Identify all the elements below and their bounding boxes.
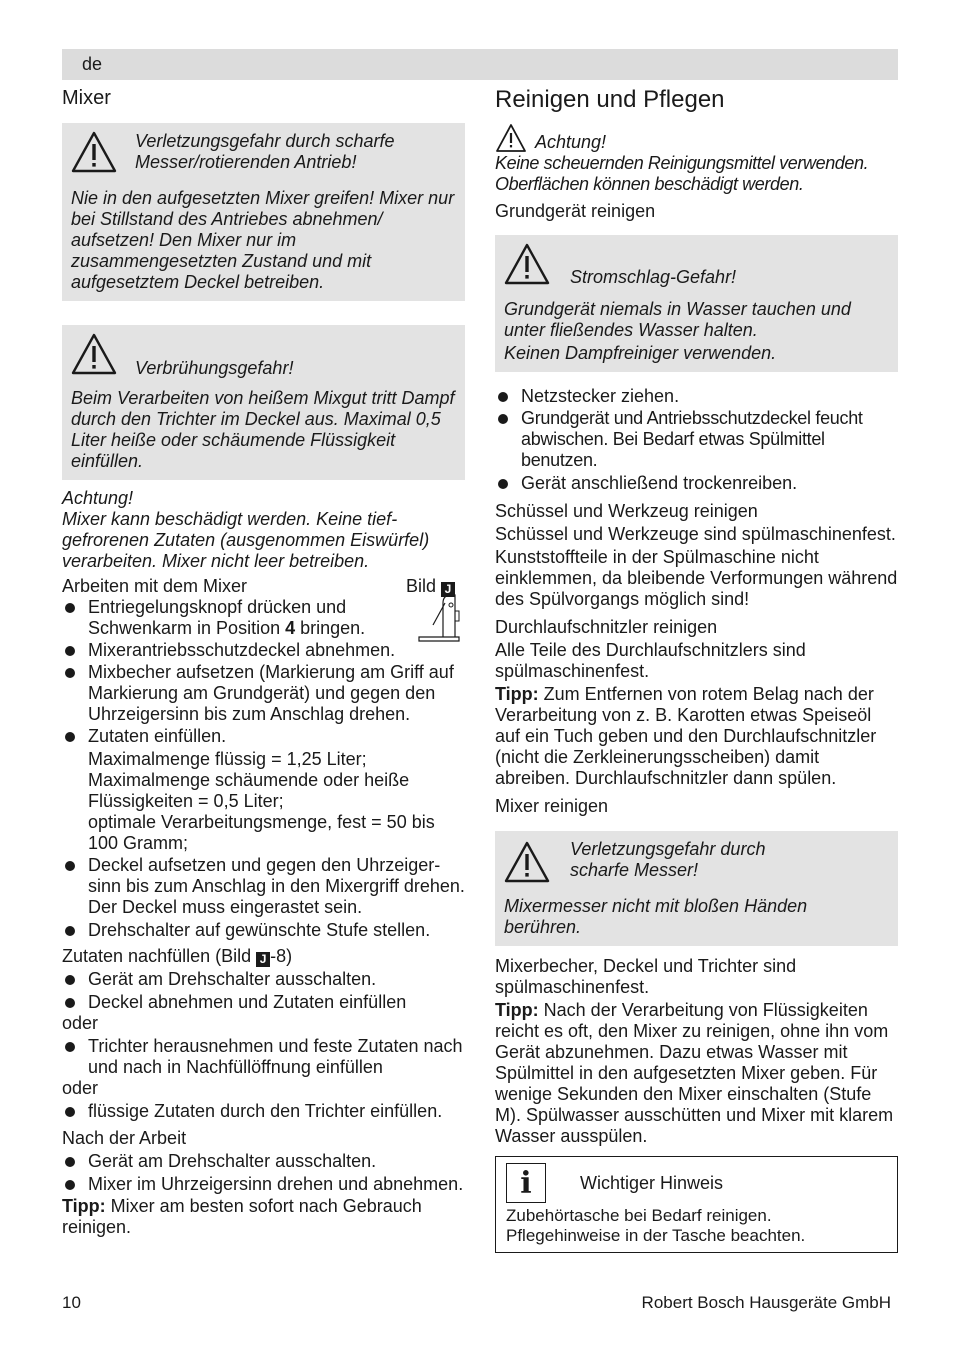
list-item: Gerät am Drehschalter ausschalten. [62, 969, 465, 990]
arbeiten-list [62, 597, 465, 941]
list-item: flüssige Zutaten durch den Trichter einfüllen. [62, 1101, 465, 1122]
warning-box-blades [495, 831, 898, 946]
warning-triangle-icon [504, 243, 550, 290]
tip-label: Tipp: [495, 684, 539, 704]
tip-paragraph: Tipp: Nach der Verarbeitung von Flüssigkeiten reicht es oft, den Mixer zu reinigen, ohne ihn vom Gerät abzunehmen. Dazu etwas Wasser mit Spülmittel in den aufgesetzten Mixer geben. Für wenige Sekunden den Mixer einschalten (Stufe M). Spülwasser ausschütten und Mixer mit klarem Wasser ausspülen. [495, 1000, 894, 1146]
subsection-title-grundgeraet: Grundgerät reinigen [495, 201, 656, 221]
nach-der-arbeit-list [62, 1151, 465, 1195]
list-item: Zutaten einfüllen. Maximalmenge flüssig = 1,25 Liter; Maximalmenge schäumende oder heiße Flüssigkeiten = 0,5 Liter; optimale Verarbeitungsmenge, fest = 50 bis 100 Gramm; [62, 726, 465, 854]
grundgeraet-list [495, 386, 898, 494]
caution-title: Achtung! [62, 488, 134, 508]
list-item: Netzstecker ziehen. [495, 386, 898, 407]
figure-label: Bild [405, 576, 436, 596]
list-item: Gerät anschließend trockenreiben. [495, 473, 898, 494]
note-line: Pflegehinweise in der Tasche beachten. [506, 1226, 806, 1245]
warning-body: Beim Verarbeiten von heißem Mixgut tritt Dampf durch den Trichter im Deckel aus. Maximal 0,5 Liter heiße oder schäumende Flüssigkeit einfüllen. [71, 388, 455, 471]
note-title: Wichtiger Hinweis [580, 1172, 724, 1193]
left-column [62, 86, 465, 1238]
warning-body: Nie in den aufgesetzten Mixer greifen! Mixer nur bei Stillstand des Antriebes abnehmen/ aufsetzen! Den Mixer nur im zusammengesetzten Zustand und mit aufgesetztem Deckel betreiben. [71, 188, 455, 292]
caution-title: Achtung! [535, 132, 607, 152]
subsection-title-nach-der-arbeit: Nach der Arbeit [62, 1128, 187, 1148]
warning-box-electric [495, 235, 898, 372]
oder-text: oder [62, 1013, 99, 1033]
paragraph: Kunststoffteile in der Spülmaschine nicht einklemmen, da bleibende Verformungen während des Spülvorgangs möglich sind! [495, 547, 898, 609]
important-note-box [495, 1156, 898, 1253]
section-title-reinigen: Reinigen und Pflegen [495, 86, 725, 113]
warning-triangle-icon [71, 333, 117, 380]
language-bar [62, 49, 898, 80]
note-line: Zubehörtasche bei Bedarf reinigen. [506, 1206, 772, 1225]
list-item: Entriegelungsknopf drücken und Schwenkarm in Position 4 bringen. [62, 597, 465, 639]
oder-text: oder [62, 1078, 99, 1098]
caution-body: Mixer kann beschädigt werden. Keine tiefgefrorenen Zutaten (ausgenommen Eiswürfel) verarbeiten. Mixer nicht leer betreiben. [62, 509, 430, 571]
warning-body: Mixermesser nicht mit bloßen Händen berühren. [504, 896, 808, 937]
warning-triangle-icon [71, 131, 117, 178]
list-item: Mixer im Uhrzeigersinn drehen und abnehmen. [62, 1174, 465, 1195]
paragraph: Mixerbecher, Deckel und Trichter sind spülmaschinenfest. [495, 956, 797, 997]
figure-letter-badge: J [256, 952, 270, 967]
subsection-title-nachfuellen: Zutaten nachfüllen (Bild J -8) [62, 946, 293, 966]
paragraph: Schüssel und Werkzeuge sind spülmaschinenfest. [495, 524, 896, 544]
subsection-header-arbeiten [62, 576, 465, 597]
list-item: Deckel abnehmen und Zutaten einfüllen [62, 992, 465, 1013]
list-item: Gerät am Drehschalter ausschalten. [62, 1151, 465, 1172]
page-number: 10 [62, 1293, 81, 1312]
tip-paragraph: Tipp: Mixer am besten sofort nach Gebrauch reinigen. [62, 1196, 422, 1237]
list-item: Deckel aufsetzen und gegen den Uhrzeigersinn bis zum Anschlag in den Mixergriff drehen. Der Deckel muss eingerastet sein. [62, 855, 465, 918]
warning-box-injury [62, 123, 465, 301]
subsection-title-durchlauf: Durchlaufschnitzler reinigen [495, 617, 718, 637]
figure-letter-badge: J [441, 582, 455, 597]
list-item: Mixbecher aufsetzen (Markierung am Griff auf Markierung am Grundgerät) und gegen den Uhrzeigersinn bis zum Anschlag drehen. [62, 662, 465, 725]
language-code: de [82, 54, 103, 74]
subsection-title-schuessel: Schüssel und Werkzeug reinigen [495, 501, 758, 521]
tip-label: Tipp: [495, 1000, 539, 1020]
tip-paragraph: Tipp: Zum Entfernen von rotem Belag nach der Verarbeitung von z. B. Karotten etwas Speiseöl auf ein Tuch geben und den Durchlaufschnitzler (nicht die Zerkleinerungsscheiben) damit abreiben. Durchlaufschnitzler dann spülen. [495, 684, 877, 788]
list-item: Grundgerät und Antriebsschutzdeckel feucht abwischen. Bei Bedarf etwas Spülmittel benutzen. [495, 408, 898, 471]
position-number: 4 [285, 618, 296, 638]
right-column [495, 86, 898, 1253]
warning-box-scald [62, 325, 465, 480]
warning-heading: Verletzungsgefahr durch scharfe Messer/rotierenden Antrieb! [135, 131, 395, 172]
warning-triangle-icon [495, 123, 527, 153]
warning-heading: Verletzungsgefahr durch scharfe Messer! [570, 839, 766, 880]
nachfuellen-list [62, 969, 465, 1013]
nachfuellen-list-2 [62, 1036, 465, 1078]
subsection-title: Arbeiten mit dem Mixer [62, 576, 248, 596]
list-item: Trichter herausnehmen und feste Zutaten nach und nach in Nachfüllöffnung einfüllen [62, 1036, 465, 1078]
caution-body: Keine scheuernden Reinigungsmittel verwenden. Oberflächen können beschädigt werden. [495, 153, 869, 194]
arbeiten-list-wrap [62, 597, 465, 941]
warning-body: Keinen Dampfreiniger verwenden. [504, 343, 777, 363]
list-item: Drehschalter auf gewünschte Stufe stellen. [62, 920, 465, 941]
paragraph: Alle Teile des Durchlaufschnitzlers sind spülmaschinenfest. [495, 640, 806, 681]
caution-heading-row [495, 123, 898, 153]
warning-body: Grundgerät niemals in Wasser tauchen und unter fließendes Wasser halten. [504, 299, 851, 340]
info-icon: i [506, 1163, 546, 1203]
nachfuellen-list-3 [62, 1101, 465, 1122]
subsection-title-mixer-reinigen: Mixer reinigen [495, 796, 609, 816]
section-title-mixer: Mixer [62, 87, 111, 109]
warning-triangle-icon [504, 841, 550, 888]
tip-label: Tipp: [62, 1196, 106, 1216]
warning-heading: Verbrühungsgefahr! [135, 358, 294, 378]
footer-company: Robert Bosch Hausgeräte GmbH [641, 1293, 891, 1312]
warning-heading: Stromschlag-Gefahr! [570, 267, 737, 287]
list-item: Mixerantriebsschutzdeckel abnehmen. [62, 640, 465, 661]
